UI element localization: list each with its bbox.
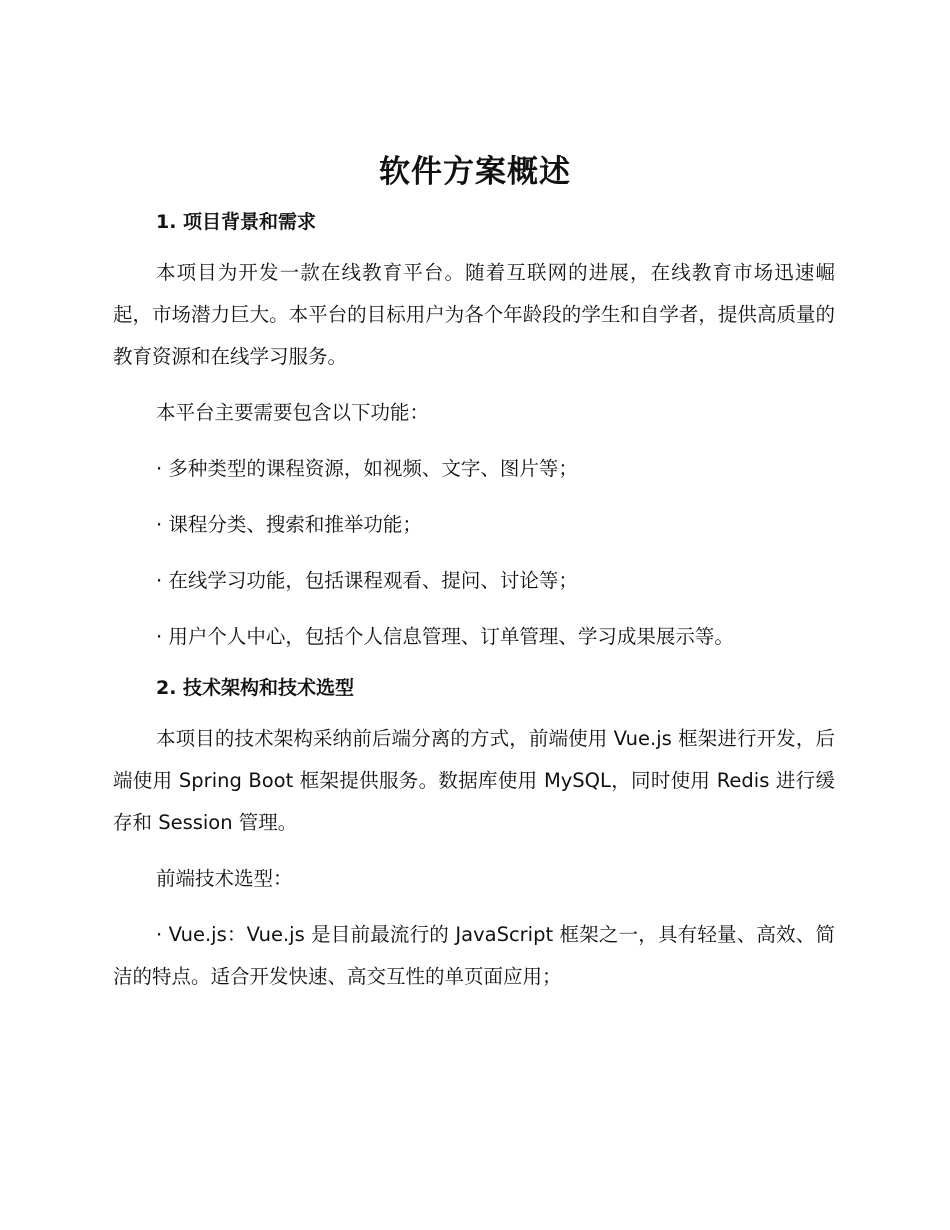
document-body [113, 200, 835, 998]
feature-item: · 用户个人中心，包括个人信息管理、订单管理、学习成果展示等。 [156, 625, 734, 648]
section-heading-background: 1. 项目背景和需求 [156, 211, 317, 233]
paragraph-architecture: 本项目的技术架构采纳前后端分离的方式，前端使用 Vue.js 框架进行开发，后端使用 Spring Boot 框架提供服务。数据库使用 MySQL，同时使用 Redis 进行缓存和 Session 管理。 [113, 727, 835, 834]
feature-item: · 课程分类、搜索和推举功能； [156, 513, 422, 536]
document-title: 软件方案概述 [379, 154, 571, 190]
frontend-lead: 前端技术选型： [156, 867, 293, 890]
feature-item: · 多种类型的课程资源，如视频、文字、图片等； [156, 457, 578, 480]
feature-item: · 在线学习功能，包括课程观看、提问、讨论等； [156, 569, 578, 592]
frontend-item-vue: · Vue.js：Vue.js 是目前最流行的 JavaScript 框架之一，具有轻量、高效、简洁的特点。适合开发快速、高交互性的单页面应用； [113, 923, 835, 988]
paragraph-project-background: 本项目为开发一款在线教育平台。随着互联网的进展，在线教育市场迅速崛起，市场潜力巨大。本平台的目标用户为各个年龄段的学生和自学者，提供高质量的教育资源和在线学习服务。 [113, 261, 835, 368]
features-lead: 本平台主要需要包含以下功能： [156, 401, 430, 424]
section-heading-architecture: 2. 技术架构和技术选型 [156, 677, 355, 699]
